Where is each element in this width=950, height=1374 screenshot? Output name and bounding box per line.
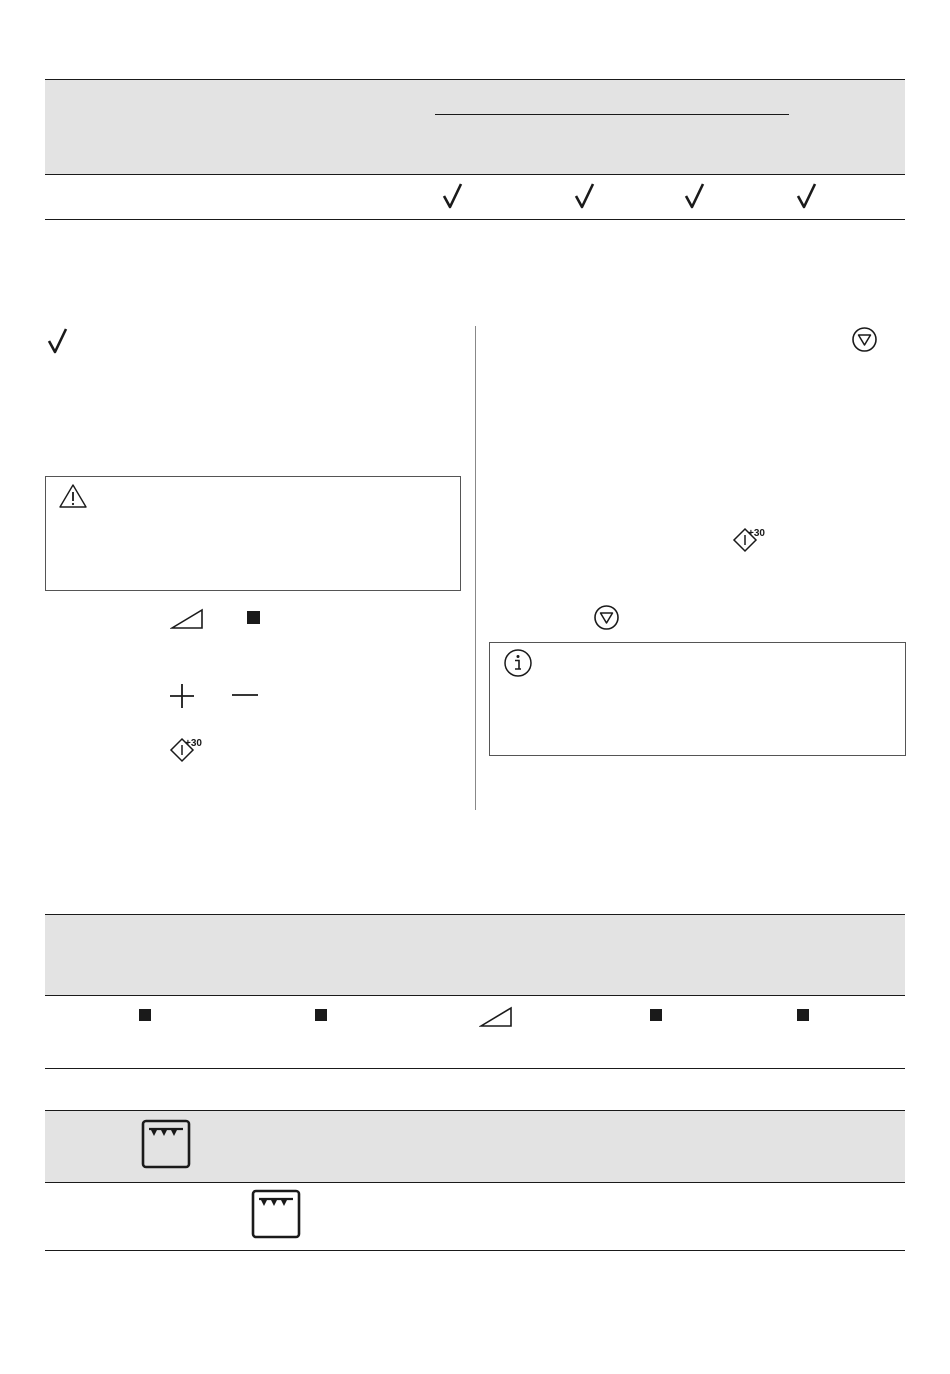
warning-box [45, 476, 461, 591]
stop-circle-triangle-icon [593, 604, 620, 631]
filled-square-icon [315, 1009, 327, 1021]
info-circle-icon [503, 648, 533, 678]
top-table-header-rule [45, 174, 905, 175]
warning-triangle-icon [58, 483, 88, 509]
checkmark-icon [684, 182, 706, 210]
info-box [489, 642, 906, 756]
function-table-bottom-rule [45, 1250, 905, 1251]
oven-top-heat-icon [141, 1119, 191, 1169]
filled-square-icon [650, 1009, 662, 1021]
indicator-table-bottom-rule [45, 1068, 905, 1069]
plus-30-timer-icon [731, 526, 769, 554]
oven-top-heat-icon [251, 1189, 301, 1239]
indicator-table-header [45, 915, 905, 995]
filled-square-icon [797, 1009, 809, 1021]
filled-square-icon [247, 611, 260, 624]
stop-circle-triangle-icon [851, 326, 878, 353]
svg-text:+30: +30 [748, 528, 765, 539]
checkmark-icon [574, 182, 596, 210]
column-divider [475, 326, 476, 810]
checkmark-icon [47, 327, 69, 355]
svg-text:+30: +30 [185, 738, 202, 749]
top-table-bottom-rule [45, 219, 905, 220]
checkmark-icon [796, 182, 818, 210]
minus-icon [231, 683, 259, 709]
filled-square-icon [139, 1009, 151, 1021]
plus-icon [169, 683, 195, 709]
ramp-triangle-icon [479, 1006, 513, 1028]
ramp-triangle-icon [170, 608, 204, 630]
function-table-header-rule [45, 1182, 905, 1183]
top-table-header-underline [435, 114, 789, 115]
indicator-table-header-rule [45, 995, 905, 996]
plus-30-timer-icon [168, 736, 206, 764]
checkmark-icon [442, 182, 464, 210]
top-table-header [45, 80, 905, 174]
